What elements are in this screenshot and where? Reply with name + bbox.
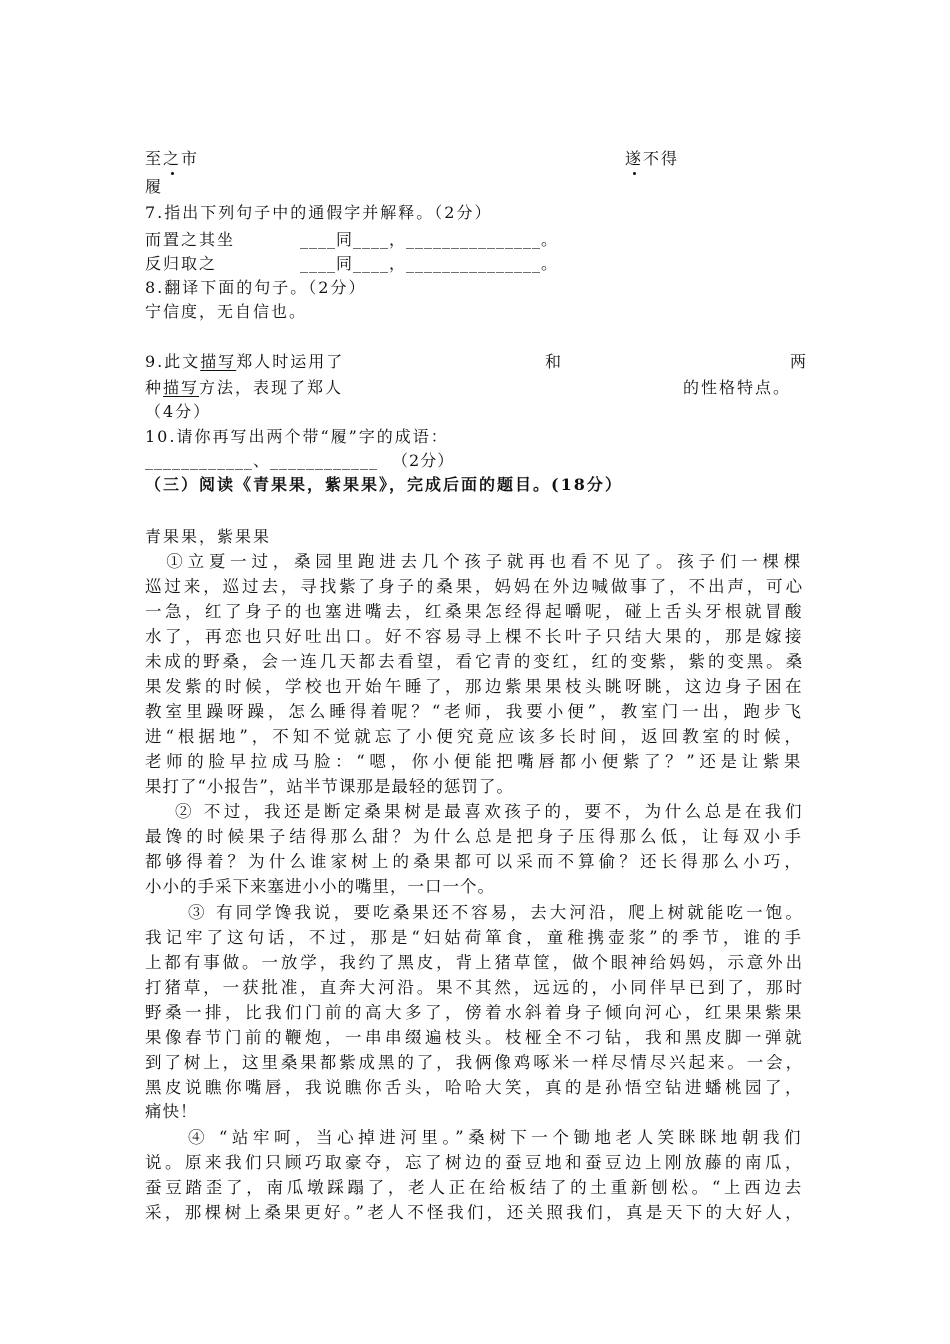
paragraph-line: 小小的手采下来塞进小小的嘴里，一口一个。 — [145, 877, 495, 896]
q10-blanks[interactable]: ____________、____________ （2分） — [145, 451, 455, 470]
paragraph-line: ④ “站牢呵，当心掉进河里。”桑树下一个锄地老人笑眯眯地朝我们 — [188, 1128, 805, 1147]
paragraph-line: 一急，红了身子的也塞进嘴去，红桑果怎经得起嚼呢，碰上舌头牙根就冒酸 — [145, 602, 805, 621]
paragraph-line: 我记牢了这句话，不过，那是“妇姑荷箪食，童稚携壶浆”的季节，谁的手 — [145, 928, 805, 947]
paragraph-line: 巡过来，巡过去，寻找紫了身子的桑果，妈妈在外边喊做事了，不出声，可心 — [145, 577, 805, 596]
q10-blank-1[interactable]: ____________ — [145, 451, 253, 470]
q6-line-right: 遂不得 — [625, 147, 679, 171]
paragraph-line: 果像春节门前的鞭炮，一串串缀遍枝头。枝桠全不刁钻，我和黑皮脚一弹就 — [145, 1028, 805, 1047]
q10-blank-2[interactable]: ____________ — [270, 451, 379, 470]
q9-line2-end: 的性格特点。 — [683, 378, 792, 397]
q7-item1-blank[interactable]: ____同____，_______________。 — [300, 230, 559, 249]
paragraph-line: 水了，再恋也只好吐出口。好不容易寻上棵不长叶子只结大果的，那是嫁接 — [145, 627, 805, 646]
q8-sentence: 宁信度，无自信也。 — [145, 302, 308, 321]
q9-line1: 9.此文描写郑人时运用了 — [145, 352, 345, 371]
paragraph-line: 教室里躁呀躁，怎么睡得着呢？“老师，我要小便”，教室门一出，跑步飞 — [145, 702, 805, 721]
q7-item1: 而置之其坐 — [145, 230, 236, 249]
q7-prompt: 7.指出下列句子中的通假字并解释。（2分） — [145, 203, 493, 222]
emphasis-dot-char: 之 — [163, 147, 181, 171]
paragraph-line: 果打了“小报告”，站半节课那是最轻的惩罚了。 — [145, 777, 514, 796]
paragraph-line: 都够得着？为什么谁家树上的桑果都可以采而不算偷？还长得那么小巧， — [145, 852, 805, 871]
section-heading: （三）阅读《青果果，紫果果》，完成后面的题目。(18分） — [145, 475, 623, 494]
paragraph-line: 果发紫的时候，学校也开始午睡了，那边紫果果枝头眺呀眺，这边身子困在 — [145, 677, 805, 696]
q9-score: （4分） — [145, 402, 212, 421]
paragraph-line: 进“根据地”，不知不觉就忘了小便究竟应该多长时间，返回教室的时候， — [145, 727, 805, 746]
paragraph-line: 采，那棵树上桑果更好。”老人不怪我们，还关照我们，真是天下的大好人， — [145, 1203, 805, 1222]
paragraph-line: ①立夏一过，桑园里跑进去几个孩子就再也看不见了。孩子们一棵棵 — [145, 552, 805, 571]
paragraph-line: ③ 有同学馋我说，要吃桑果还不容易，去大河沿，爬上树就能吃一饱。 — [188, 903, 805, 922]
paragraph-line: ② 不过，我还是断定桑果树是最喜欢孩子的，要不，为什么总是在我们 — [175, 802, 805, 821]
paragraph-line: 上都有事做。一放学，我约了黑皮，背上猪草筐，做个眼神给妈妈，示意外出 — [145, 953, 805, 972]
paragraph-line: 野桑一排，比我们门前的高大多了，傍着水斜着身子倾向河心，红果果紫果 — [145, 1003, 805, 1022]
paragraph-line: 打猪草，一获批准，直奔大河沿。果不其然，远远的，小同伴早已到了，那时 — [145, 978, 805, 997]
q7-item2-blank[interactable]: ____同____，_______________。 — [300, 254, 559, 273]
paragraph-line: 说。原来我们只顾巧取豪夺，忘了树边的蚕豆地和蚕豆边上刚放藤的南瓜， — [145, 1153, 805, 1172]
q9-and: 和 — [545, 352, 564, 371]
paragraph-line: 未成的野桑，会一连几天都去看望，看它青的变红，红的变紫，紫的变黑。桑 — [145, 652, 805, 671]
q9-two: 两 — [790, 352, 809, 371]
paragraph-line: 最馋的时候果子结得那么甜？为什么总是把身子压得那么低，让每双小手 — [145, 827, 805, 846]
q6-line-left: 至之市 — [145, 147, 199, 171]
paragraph-line: 到了树上，这里桑果都紫成黑的了，我俩像鸡啄米一样尽情尽兴起来。一会， — [145, 1053, 805, 1072]
paragraph-line: 痛快！ — [145, 1102, 198, 1121]
paragraph-line: 蚕豆踏歪了，南瓜墩踩蹋了，老人正在给板结了的土重新刨松。“上西边去 — [145, 1178, 805, 1197]
q8-prompt: 8.翻译下面的句子。（2分） — [145, 278, 367, 297]
q9-line2: 种描写方法，表现了郑人 — [145, 378, 344, 397]
article-title: 青果果，紫果果 — [145, 527, 272, 546]
q6-continuation: 履 — [145, 177, 164, 196]
emphasis-dot-char: 遂 — [625, 147, 643, 171]
paragraph-line: 黑皮说瞧你嘴唇，我说瞧你舌头，哈哈大笑，真的是孙悟空钻进蟠桃园了， — [145, 1078, 805, 1097]
q10-prompt: 10.请你再写出两个带“履”字的成语： — [145, 427, 449, 446]
paragraph-line: 老师的脸早拉成马脸：“嗯，你小便能把嘴唇都小便紫了？”还是让紫果 — [145, 752, 805, 771]
q7-item2: 反归取之 — [145, 254, 218, 273]
underlined-word: 描写 — [163, 378, 200, 397]
underlined-word: 描写 — [200, 352, 237, 371]
